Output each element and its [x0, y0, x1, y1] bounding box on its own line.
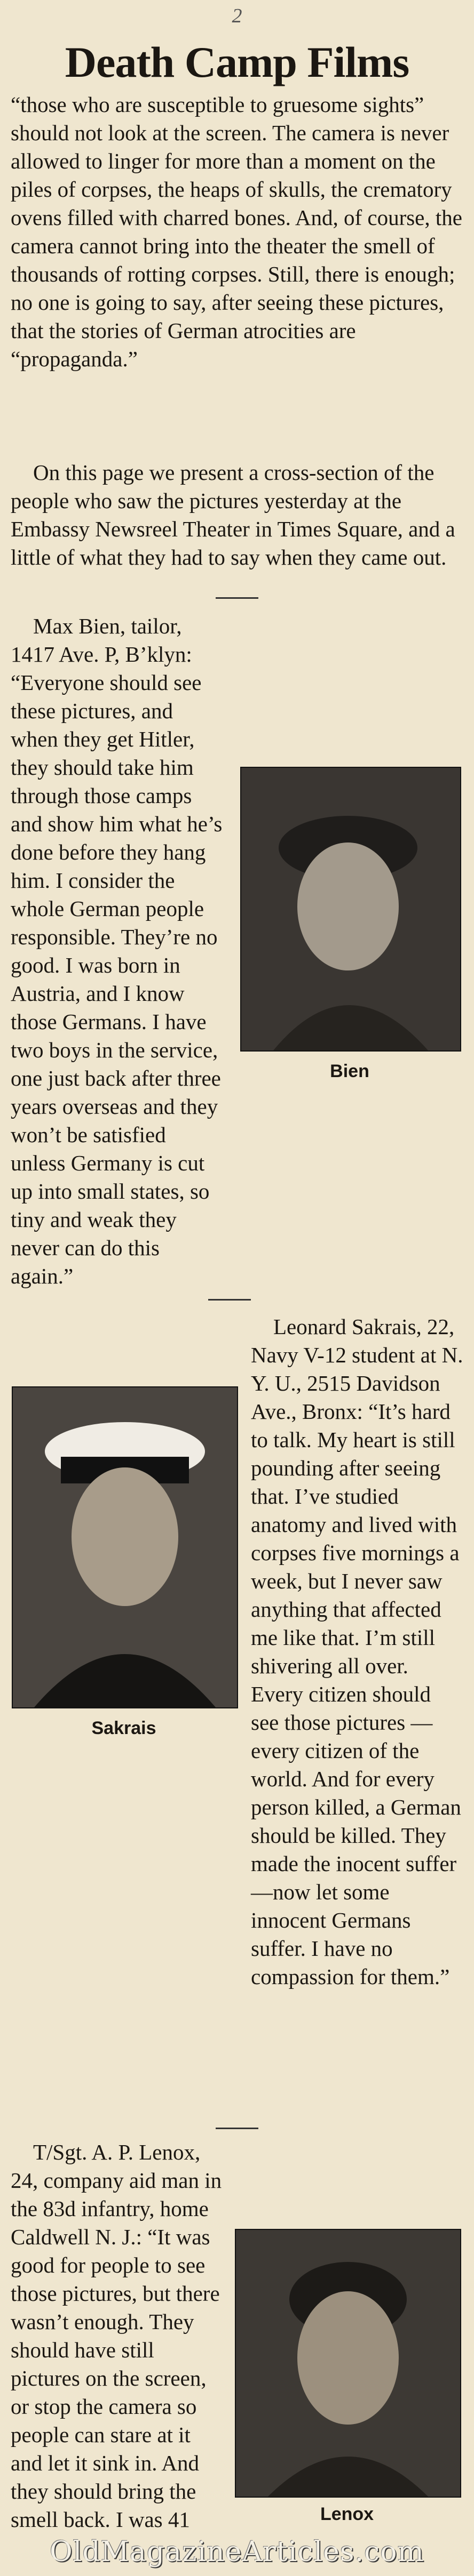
bien-caption: Bien	[330, 1061, 369, 1081]
lenox-caption: Lenox	[320, 2504, 374, 2524]
interview-bien-text: Max Bien, tailor, 1417 Ave. P, B’klyn: “Everyone should see these pictures, and when they get Hitler, they should take him through those camps and show him what he’s done before they hang him. I consider the whole German people responsible. They’re no good. I was born in Austria, and I know those Germans. I have two boys in the service, one just back after three years overseas and they won’t be satisfied unless Germany is cut up into small states, so tiny and weak they never can do this again.”	[11, 614, 223, 1288]
article-title: Death Camp Films	[65, 38, 409, 86]
portrait-bien-image	[241, 768, 460, 1050]
portrait-sakrais-image	[13, 1387, 237, 1707]
intro-paragraph-2: On this page we present a cross-section of the people who saw the pictures yesterday at the Embassy Newsreel Theater in Times Square, and a little of what they had to say when they came out.	[11, 460, 455, 569]
section-divider	[216, 597, 258, 599]
bien-photo	[240, 767, 461, 1052]
portrait-lenox-image	[236, 2230, 460, 2497]
sakrais-caption: Sakrais	[91, 1718, 156, 1738]
lenox-photo	[235, 2229, 461, 2498]
site-watermark: OldMagazineArticles.com	[50, 2536, 424, 2568]
sakrais-photo	[12, 1386, 238, 1708]
page-number: 2	[232, 5, 242, 27]
section-divider-3	[216, 2128, 258, 2129]
interview-lenox-text: T/Sgt. A. P. Lenox, 24, company aid man in the 83d infantry, home Caldwell N. J.: “It was good for people to see those pictures, but there wasn’t enough. They should have still pictures on the screen, or stop the camera so people can stare at it and let it sink in. And they should bring the smell back. I was 41	[11, 2140, 222, 2532]
section-divider-2	[208, 1299, 251, 1301]
interview-sakrais-text: Leonard Sakrais, 22, Navy V-12 student at N. Y. U., 2515 Davidson Ave., Bronx: “It’s hard to talk. My heart is still pounding after seeing that. I’ve studied anatomy and lived with corpses five mornings a week, but I never saw anything that affected me like that. I’m still shivering all over. Every citizen should see those pictures — every citizen of the world. And for every person killed, a German should be killed. They made the inocent suffer—now let some innocent Germans suffer. I have no compassion for them.”	[251, 1314, 463, 1989]
intro-paragraph: “those who are susceptible to gruesome sights” should not look at the screen. The camera is never allowed to linger for more than a moment on the piles of corpses, the heaps of skulls, the crematory ovens filled with charred bones. And, of course, the camera cannot bring into the theater the smell of thousands of rotting corpses. Still, there is enough; no one is going to say, after seeing these pictures, that the stories of German atrocities are “propaganda.”	[11, 92, 462, 371]
